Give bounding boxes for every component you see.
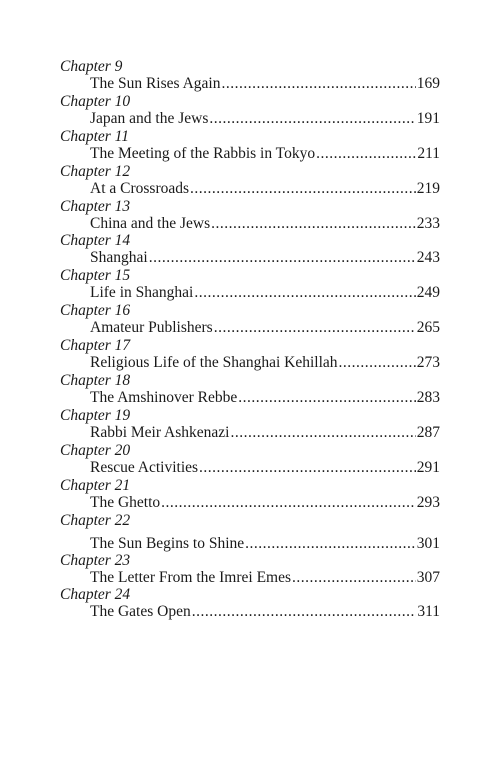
dot-leader (292, 569, 416, 586)
dot-leader (161, 494, 416, 511)
chapter-title-line (90, 215, 440, 232)
toc-entry (60, 163, 440, 198)
page-number: 249 (416, 284, 440, 302)
chapter-title: China and the Jews (90, 214, 211, 232)
dot-leader (192, 603, 417, 620)
chapter-number: Chapter 17 (60, 337, 131, 355)
toc-entry (60, 93, 440, 128)
dot-leader (199, 459, 416, 476)
page-number: 283 (416, 389, 440, 407)
chapter-title: Rabbi Meir Ashkenazi (90, 423, 230, 441)
chapter-number: Chapter 18 (60, 372, 131, 390)
page-number: 169 (416, 75, 440, 92)
dot-leader (209, 110, 415, 127)
chapter-title: At a Crossroads (90, 179, 190, 197)
dot-leader (214, 319, 416, 336)
page-number: 301 (416, 534, 440, 552)
chapter-title-line (90, 354, 440, 371)
chapter-title-line (90, 424, 440, 441)
chapter-title-line (90, 110, 440, 127)
page-number: 265 (416, 319, 440, 337)
chapter-title: The Gates Open (90, 603, 191, 621)
page-number: 233 (416, 214, 440, 232)
chapter-number: Chapter 11 (60, 127, 130, 145)
chapter-number: Chapter 10 (60, 92, 131, 110)
chapter-number: Chapter 12 (60, 162, 131, 180)
page-number: 287 (416, 423, 440, 441)
chapter-title: The Letter From the Imrei Emes (90, 568, 292, 586)
page-number: 273 (416, 354, 440, 372)
dot-leader (221, 75, 415, 92)
chapter-title-line (90, 535, 440, 552)
dot-leader (339, 354, 416, 371)
chapter-title-line (90, 180, 440, 197)
chapter-title-line (90, 319, 440, 336)
chapter-title: Shanghai (90, 249, 148, 267)
chapter-title-line (90, 494, 440, 511)
chapter-number: Chapter 23 (60, 551, 131, 569)
chapter-number: Chapter 20 (60, 441, 131, 459)
chapter-title-line (90, 569, 440, 586)
page-number: 219 (416, 179, 440, 197)
page-number: 191 (416, 109, 440, 127)
chapter-title: The Ghetto (90, 493, 161, 511)
chapter-number: Chapter 9 (60, 58, 123, 75)
chapter-title: Life in Shanghai (90, 284, 194, 302)
chapter-number: Chapter 15 (60, 267, 131, 285)
chapter-title-line (90, 145, 440, 162)
chapter-number: Chapter 24 (60, 586, 131, 604)
toc-entry (60, 586, 440, 621)
dot-leader (245, 535, 416, 552)
page-number: 211 (417, 144, 440, 162)
dot-leader (194, 284, 415, 301)
dot-leader (190, 180, 416, 197)
chapter-title-line (90, 603, 440, 620)
toc-entry (60, 302, 440, 337)
chapter-number: Chapter 22 (60, 511, 131, 529)
toc-entry (60, 267, 440, 302)
chapter-title: Rescue Activities (90, 458, 199, 476)
table-of-contents (60, 58, 440, 621)
toc-entry (60, 407, 440, 442)
toc-entry (60, 477, 440, 512)
toc-entry (60, 58, 440, 93)
chapter-title-line (90, 75, 440, 92)
toc-entry (60, 442, 440, 477)
dot-leader (316, 145, 416, 162)
page-number: 311 (417, 603, 440, 621)
chapter-title: Religious Life of the Shanghai Kehillah (90, 354, 338, 372)
page-number: 243 (416, 249, 440, 267)
page-number: 307 (416, 568, 440, 586)
toc-entry (60, 128, 440, 163)
page-number: 291 (416, 458, 440, 476)
chapter-title-line (90, 459, 440, 476)
toc-entry (60, 372, 440, 407)
chapter-title-line (90, 389, 440, 406)
toc-entry (60, 337, 440, 372)
toc-entry (60, 552, 440, 587)
chapter-title-line (90, 249, 440, 266)
chapter-title: The Sun Begins to Shine (90, 534, 245, 552)
page-number: 293 (416, 493, 440, 511)
chapter-title: The Amshinover Rebbe (90, 389, 238, 407)
dot-leader (211, 215, 416, 232)
chapter-number: Chapter 14 (60, 232, 131, 250)
toc-entry (60, 512, 440, 552)
dot-leader (238, 389, 416, 406)
chapter-title: The Sun Rises Again (90, 75, 221, 92)
chapter-title: Amateur Publishers (90, 319, 213, 337)
chapter-number: Chapter 13 (60, 197, 131, 215)
chapter-number: Chapter 16 (60, 302, 131, 320)
chapter-number: Chapter 19 (60, 406, 131, 424)
toc-entry (60, 232, 440, 267)
chapter-title: The Meeting of the Rabbis in Tokyo (90, 144, 316, 162)
chapter-number: Chapter 21 (60, 476, 131, 494)
toc-entry (60, 198, 440, 233)
dot-leader (230, 424, 415, 441)
dot-leader (149, 249, 416, 266)
chapter-title: Japan and the Jews (90, 109, 209, 127)
chapter-title-line (90, 284, 440, 301)
